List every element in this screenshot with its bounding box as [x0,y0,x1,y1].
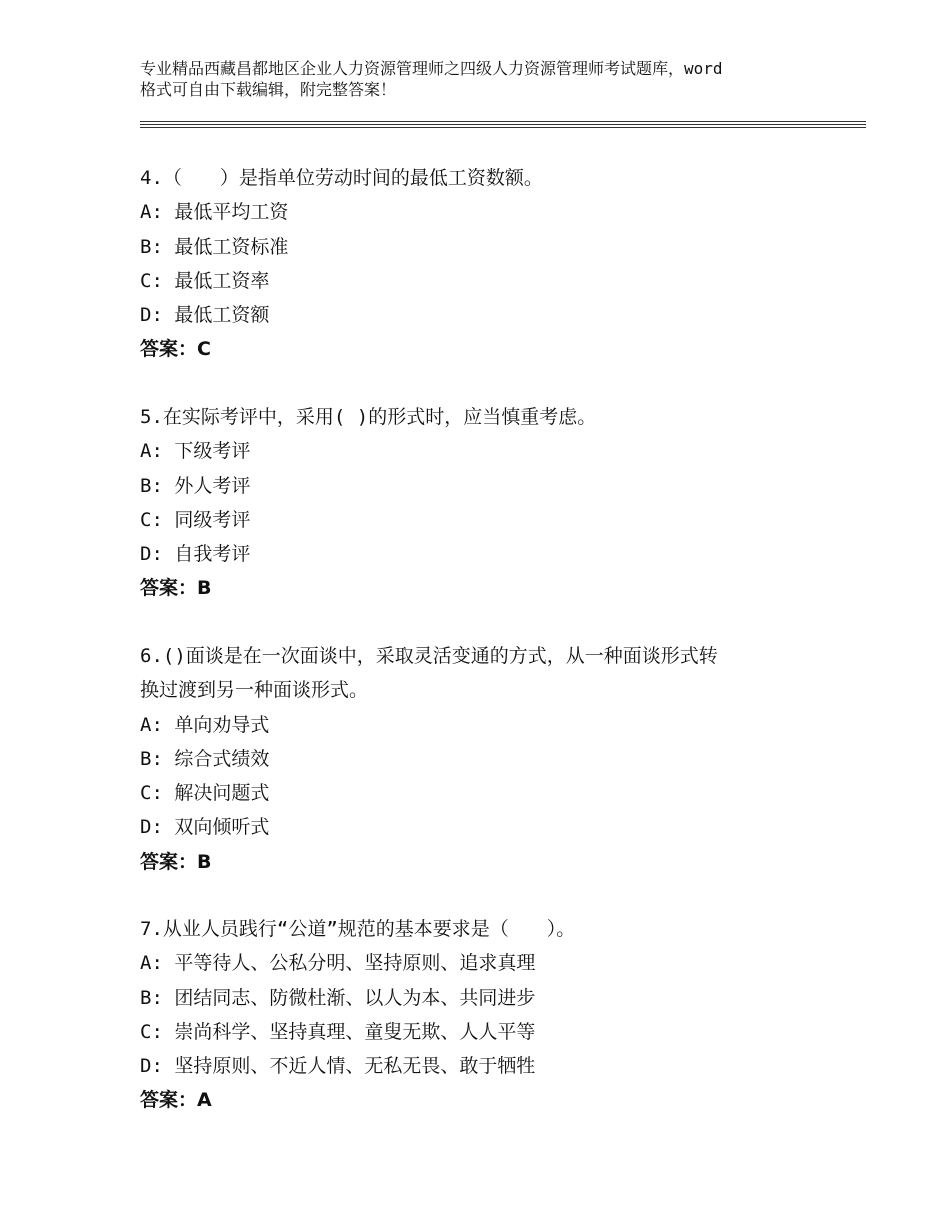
option-letter: B: [140,235,163,258]
option-letter: B: [140,747,163,770]
option-c [140,264,820,298]
question-stem-continued: 换过渡到另一种面谈形式。 [140,679,369,702]
option-c [140,503,820,537]
document-header [140,58,830,100]
option-text: 最低工资率 [162,269,270,292]
question-5 [140,400,820,606]
option-text: 自我考评 [162,543,251,566]
option-letter: B: [140,986,163,1009]
answer-label: 答案：B [140,577,212,600]
header-title-line-1: 专业精品西藏昌都地区企业人力资源管理师之四级人力资源管理师考试题库，word [140,59,723,78]
question-7 [140,912,820,1118]
option-letter: D: [140,1055,163,1078]
option-text: 解决问题式 [162,782,270,805]
option-text: 下级考评 [162,440,251,463]
header-divider-line [140,124,866,125]
question-6 [140,639,820,879]
option-a [140,195,820,229]
option-letter: D: [140,816,163,839]
header-title-line-2: 格式可自由下载编辑，附完整答案！ [140,80,397,99]
option-a [140,946,820,980]
answer-label: 答案：A [140,1089,212,1112]
option-text: 最低平均工资 [162,201,289,224]
option-b [140,742,820,776]
option-letter: A: [140,713,163,736]
option-text: 团结同志、防微杜渐、以人为本、共同进步 [162,986,536,1009]
header-divider-line [140,127,866,128]
question-stem: 4.（ ）是指单位劳动时间的最低工资数额。 [140,167,543,189]
option-text: 最低工资标准 [162,235,289,258]
option-text: 崇尚科学、坚持真理、童叟无欺、人人平等 [162,1020,536,1043]
option-a [140,434,820,468]
option-text: 外人考评 [162,474,251,497]
option-d [140,810,820,844]
option-text: 平等待人、公私分明、坚持原则、追求真理 [162,952,536,975]
option-letter: A: [140,440,163,463]
question-stem: 7.从业人员践行“公道”规范的基本要求是（ ）。 [140,918,576,940]
option-text: 双向倾听式 [162,816,270,839]
answer-label: 答案：B [140,850,212,873]
option-text: 单向劝导式 [162,713,270,736]
option-c [140,1015,820,1049]
option-b [140,469,820,503]
option-letter: D: [140,543,163,566]
option-letter: B: [140,474,163,497]
option-text: 同级考评 [162,508,251,531]
option-letter: D: [140,304,163,327]
answer-label: 答案：C [140,338,211,361]
option-letter: A: [140,201,163,224]
option-letter: C: [140,1020,163,1043]
option-letter: C: [140,269,163,292]
option-d [140,1049,820,1083]
option-letter: A: [140,952,163,975]
option-d [140,298,820,332]
option-d [140,537,820,571]
option-a [140,708,820,742]
option-text: 坚持原则、不近人情、无私无畏、敢于牺牲 [162,1055,536,1078]
header-divider-line [140,121,866,122]
question-stem: 5.在实际考评中，采用( )的形式时，应当慎重考虑。 [140,406,597,428]
option-b [140,230,820,264]
option-c [140,776,820,810]
question-stem: 6.()面谈是在一次面谈中，采取灵活变通的方式，从一种面谈形式转 [140,645,718,667]
option-letter: C: [140,508,163,531]
question-4 [140,161,820,367]
option-b [140,981,820,1015]
option-letter: C: [140,782,163,805]
option-text: 最低工资额 [162,304,270,327]
option-text: 综合式绩效 [162,747,270,770]
